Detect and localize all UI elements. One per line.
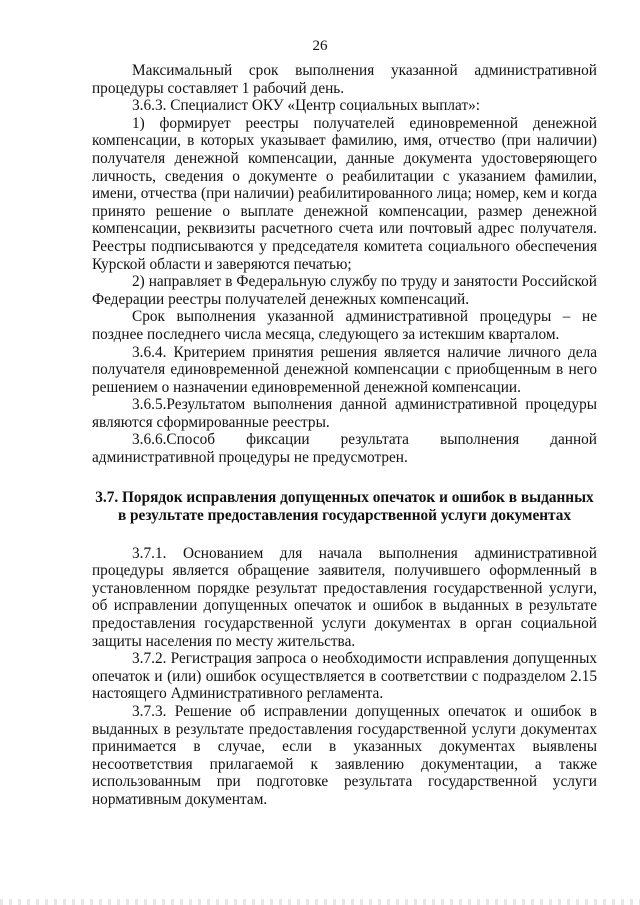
paragraph-deadline: Срок выполнения указанной административной процедуры – не позднее последнего числа месяца, следующего за истекшим кварталом. bbox=[92, 308, 597, 343]
document-body bbox=[92, 62, 597, 809]
paragraph-item-1: 1) формирует реестры получателей единовременной денежной компенсации, в которых указывает фамилию, имя, отчество (при наличии) получателя денежной компенсации, данные документа удостоверяющего личность, сведения о документе о реабилитации с указанием фамилии, имени, отчества (при наличии) реабилитированного лица; номер, кем и когда принято решение о выплате денежной компенсации, размер денежной компенсации, реквизиты расчетного счета или почтовый адрес получателя. Реестры подписываются у председателя комитета социального обеспечения Курской области и заверяются печатью; bbox=[92, 114, 597, 273]
paragraph-3-6-6: 3.6.6.Способ фиксации результата выполнения данной административной процедуры не предусмотрен. bbox=[92, 431, 597, 467]
paragraph-3-6-5: 3.6.5.Результатом выполнения данной административной процедуры являются сформированные реестры. bbox=[92, 396, 597, 431]
paragraph-max-term: Максимальный срок выполнения указанной административной процедуры составляет 1 рабочий день. bbox=[92, 62, 597, 97]
paragraph-3-6-4: 3.6.4. Критерием принятия решения является наличие личного дела получателя единовременной денежной компенсации с приобщенным в него решением о назначении единовременной денежной компенсации. bbox=[92, 343, 597, 396]
paragraph-3-7-1: 3.7.1. Основанием для начала выполнения административной процедуры является обращение заявителя, получившего оформленный в установленном порядке результат предоставления государственной услуги, об исправлении допущенных опечаток и ошибок в выданных в результате предоставления государственной услуги документах в орган социальной защиты населения по месту жительства. bbox=[92, 544, 597, 650]
paragraph-3-6-3: 3.6.3. Специалист ОКУ «Центр социальных выплат»: bbox=[132, 97, 481, 115]
page-number: 26 bbox=[312, 38, 328, 54]
scan-edge-marks bbox=[0, 899, 640, 905]
paragraph-3-7-2: 3.7.2. Регистрация запроса о необходимости исправления допущенных опечаток и (или) ошибок осуществляется в соответствии с подразделом 2.15 настоящего Административного регламента. bbox=[92, 650, 597, 703]
paragraph-3-7-3: 3.7.3. Решение об исправлении допущенных опечаток и ошибок в выданных в результате предоставления государственной услуги документах принимается в случае, если в указанных документах выявлены несоответствия прилагаемой к заявлению документации, а также использованным при подготовке результата государственной услуги нормативным документам. bbox=[92, 703, 597, 808]
section-heading-3-7: 3.7. Порядок исправления допущенных опечаток и ошибок в выданных в результате предоставления государственной услуги документах bbox=[95, 488, 594, 524]
paragraph-item-2: 2) направляет в Федеральную службу по труду и занятости Российской Федерации реестры получателей денежных компенсаций. bbox=[92, 273, 597, 308]
